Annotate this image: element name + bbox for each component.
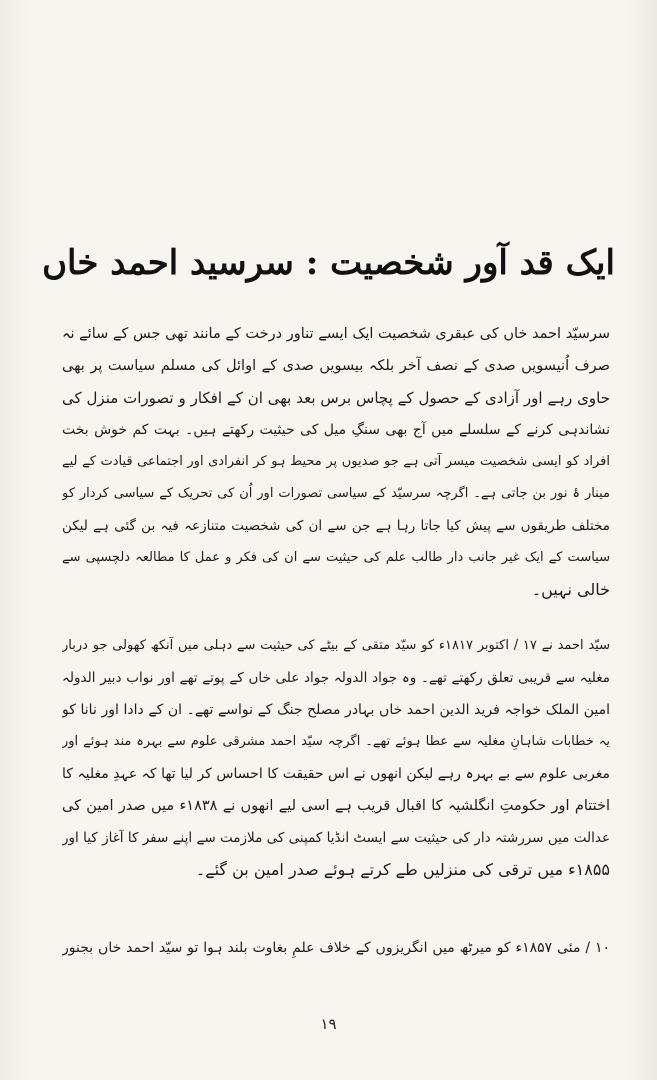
- paragraph-line: سیّد احمد نے ۱۷ / اکتوبر ۱۸۱۷ء کو سیّد متقی کے بیٹے کی حیثیت سے دہلی میں آنکھ کھولی جو دربار: [62, 638, 610, 653]
- paragraph-line: خالی نہیں۔: [531, 580, 610, 599]
- paragraph-line: مغربی علوم سے بے بہرہ رہے لیکن انھوں نے اس حقیقت کا احساس کر لیا تھا کہ عہدِ مغلیہ کا: [62, 766, 610, 782]
- paragraph-3: [62, 932, 610, 964]
- page-number: ۱۹: [320, 1015, 337, 1033]
- chapter-title: ایک قد آور شخصیت : سرسید احمد خاں: [42, 242, 615, 283]
- paragraph-line: یہ خطابات شاہانِ مغلیہ سے عطا ہوئے تھے۔ اگرچہ سیّد احمد مشرقی علوم سے بہرہ مند ہوئے اور: [62, 734, 610, 749]
- paragraph-line: نشاندہی کرنے کے سلسلے میں آج بھی سنگِ میل کی حیثیت رکھتے ہیں۔ بہت کم خوش بخت: [62, 422, 610, 438]
- paragraph-line: مختلف طریقوں سے پیش کیا جاتا رہا ہے جن سے ان کی شخصیت متنازعہ فیہ بن گئی ہے لیکن: [62, 518, 610, 534]
- paragraph-line: صرف اُنیسویں صدی کے نصف آخر بلکہ بیسویں صدی کے اوائل کی مسلم سیاست پر بھی: [62, 358, 610, 374]
- paragraph-1: [62, 318, 610, 606]
- paragraph-line: سیاست کے ایک غیر جانب دار طالب علم کی حیثیت سے ان کی فکر و عمل کا مطالعہ دلچسپی سے: [62, 550, 610, 565]
- paragraph-2: [62, 630, 610, 886]
- paragraph-line: مغلیہ سے قریبی تعلق رکھتے تھے۔ وہ جواد الدولہ جواد علی خاں کے پوتے تھے اور نواب دبیر الدولہ: [62, 670, 610, 686]
- paragraph-line: ۱۸۵۵ء میں ترقی کی منزلیں طے کرتے ہوئے صدر امین بن گئے۔: [195, 860, 610, 879]
- paragraph-line: سرسیّد احمد خاں کی عبقری شخصیت ایک ایسے تناور درخت کے مانند تھی جس کے سائے نہ: [62, 326, 610, 342]
- paragraph-line: مینار ۂ نور بن جاتی ہے۔ اگرچہ سرسیّد کے سیاسی تصورات اور اُن کی تحریک کے سیاسی کردار کو: [62, 486, 610, 501]
- paragraph-line: امین الملک خواجہ فرید الدین احمد خاں بہادر مصلح جنگ کے نواسے تھے۔ ان کے دادا اور نانا کو: [62, 702, 610, 718]
- paragraph-line: حاوی رہے اور آزادی کے حصول کے پچاس برس بعد بھی ان کے افکار و تصورات منزل کی: [62, 389, 610, 407]
- paragraph-line: افراد کو ایسی شخصیت میسر آتی ہے جو صدیوں پر محیط ہو کر انفرادی اور اجتماعی قیادت کے لیے: [62, 454, 610, 469]
- paragraph-line: اختتام اور حکومتِ انگلشیہ کا اقبال قریب ہے اسی لیے انھوں نے ۱۸۳۸ء میں صدر امین کی: [62, 798, 610, 814]
- paragraph-line: ۱۰ / مئی ۱۸۵۷ء کو میرٹھ میں انگریزوں کے خلاف علمِ بغاوت بلند ہوا تو سیّد احمد خاں بجنور: [62, 940, 610, 956]
- paragraph-line: عدالت میں سررشتہ دار کی حیثیت سے ایسٹ انڈیا کمپنی کی ملازمت سے اپنے سفر کا آغاز کیا اور: [62, 830, 610, 846]
